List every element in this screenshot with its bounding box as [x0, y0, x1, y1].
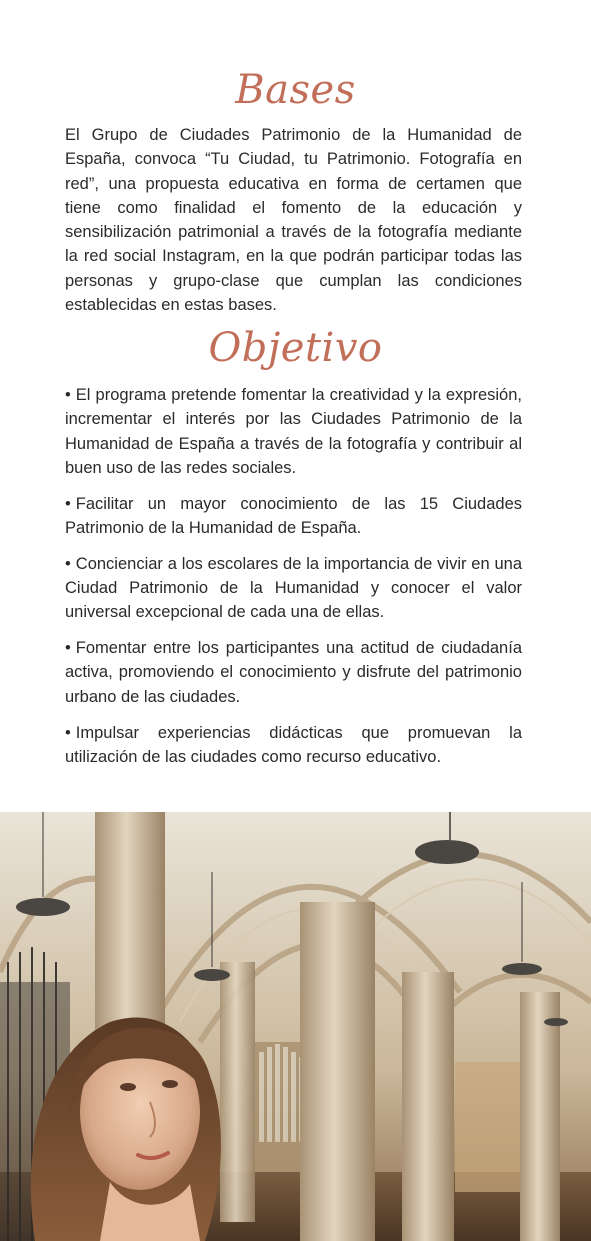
- bases-paragraph: El Grupo de Ciudades Patrimonio de la Humanidad de España, convoca “Tu Ciudad, tu Patrimonio. Fotografía en red”, una propuesta educativa en forma de certamen que tiene como finalidad el fomento de la educación y sensibilización patrimonial a través de la fotografía mediante la red social Instagram, en la que podrán participar todas las personas y grupo-clase que cumplan las condiciones establecidas en estas bases.: [65, 126, 522, 315]
- bullet-icon: •: [65, 494, 71, 513]
- bullet-icon: •: [65, 554, 71, 573]
- bullet-icon: •: [65, 723, 71, 742]
- objetivo-list: [65, 383, 522, 781]
- bases-heading: Bases: [235, 67, 356, 113]
- list-item: [65, 383, 522, 480]
- list-item-text: Impulsar experiencias didácticas que promuevan la utilización de las ciudades como recurso educativo.: [65, 723, 522, 766]
- list-item-text: Fomentar entre los participantes una actitud de ciudadanía activa, promoviendo el conocimiento y disfrute del patrimonio urbano de las ciudades.: [65, 639, 522, 706]
- objetivo-heading: Objetivo: [208, 325, 383, 371]
- bullet-icon: •: [65, 639, 71, 658]
- list-item-text: Concienciar a los escolares de la importancia de vivir en una Ciudad Patrimonio de la Humanidad y conocer el valor universal excepcional de cada una de ellas.: [65, 554, 522, 622]
- cathedral-photo: [0, 812, 591, 1241]
- bullet-icon: •: [65, 386, 71, 404]
- list-item: [65, 636, 522, 709]
- list-item-text: Facilitar un mayor conocimiento de las 15 Ciudades Patrimonio de la Humanidad de España.: [65, 494, 522, 537]
- cathedral-illustration: [0, 812, 591, 1241]
- list-item-text: El programa pretende fomentar la creatividad y la expresión, incrementar el interés por las Ciudades Patrimonio de la Humanidad de España a través de la fotografía y contribuir al buen uso de las redes sociales.: [65, 386, 522, 477]
- list-item: [65, 552, 522, 625]
- list-item: [65, 721, 522, 770]
- list-item: [65, 492, 522, 541]
